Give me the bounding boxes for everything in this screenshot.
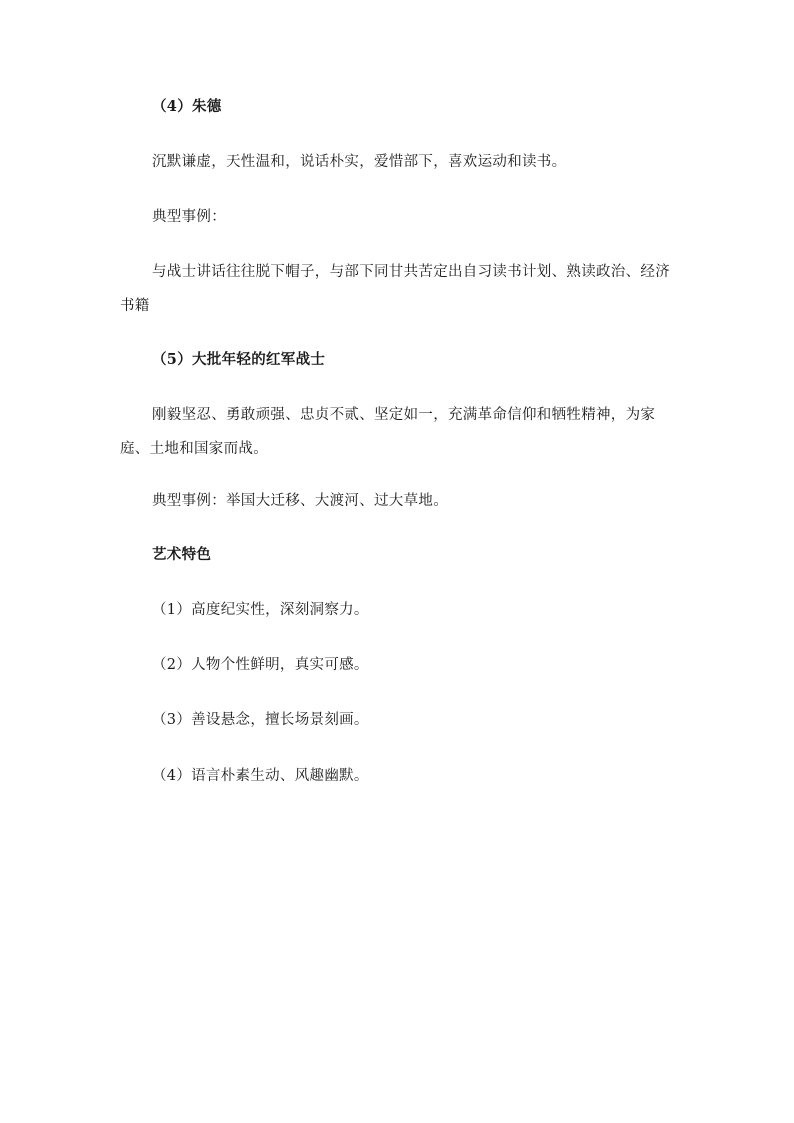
heading-art-features: 艺术特色 [152, 546, 212, 563]
paragraph-red-army-example: 典型事例：举国大迁移、大渡河、过大草地。 [152, 493, 448, 509]
heading-zhu-de: （4）朱德 [152, 98, 222, 115]
list-item-art-feature-4: （4）语言朴素生动、风趣幽默。 [152, 768, 369, 784]
heading-red-army: （5）大批年轻的红军战士 [152, 351, 326, 368]
list-item-art-feature-2: （2）人物个性鲜明，真实可感。 [152, 657, 369, 673]
list-item-art-feature-1: （1）高度纪实性，深刻洞察力。 [152, 602, 369, 618]
paragraph-red-army-traits: 刚毅坚忍、勇敢顽强、忠贞不贰、坚定如一，充满革命信仰和牺牲精神，为家庭、土地和国家而战。 [120, 407, 656, 457]
paragraph-zhu-de-traits: 沉默谦虚，天性温和，说话朴实，爱惜部下，喜欢运动和读书。 [152, 154, 567, 170]
paragraph-zhu-de-example: 与战士讲话往往脱下帽子，与部下同甘共苦定出自习读书计划、熟读政治、经济书籍 [120, 264, 670, 314]
list-item-art-feature-3: （3）善设悬念，擅长场景刻画。 [152, 712, 369, 728]
label-zhu-de-example: 典型事例： [152, 209, 226, 225]
